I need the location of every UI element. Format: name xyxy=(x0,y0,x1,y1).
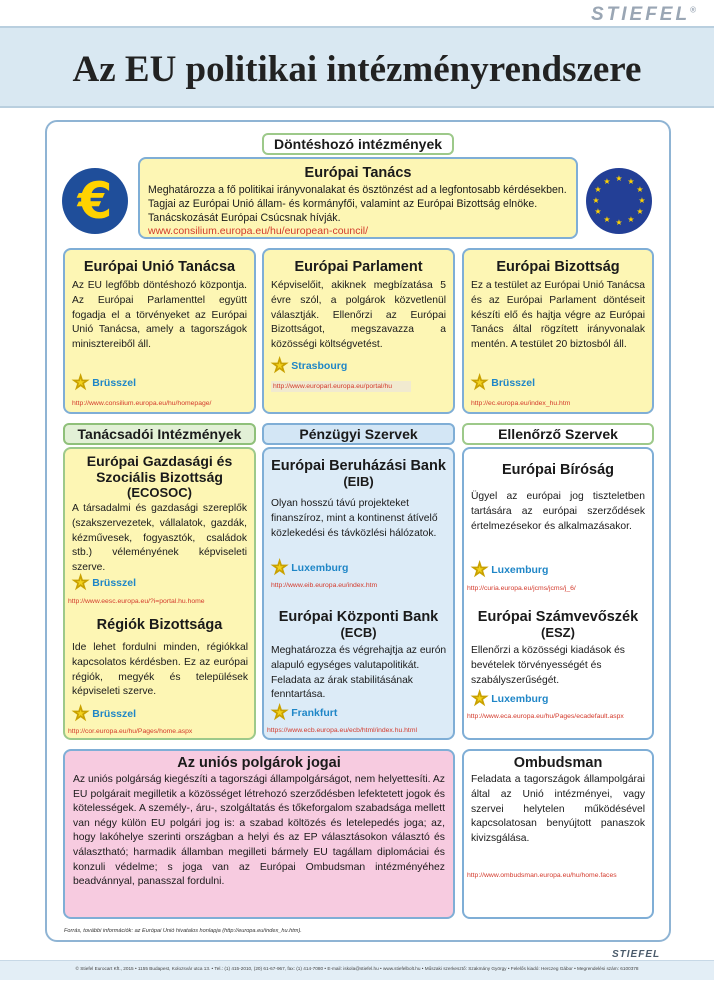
star-icon: ★ xyxy=(73,373,89,392)
eu-flag-icon: ★ ★ ★ ★ ★ ★ ★ ★ ★ ★ ★ ★ xyxy=(586,168,652,234)
council-box xyxy=(63,248,256,414)
financial-box xyxy=(262,447,455,740)
parliament-link[interactable]: http://www.europarl.europa.eu/portal/hu xyxy=(271,381,411,392)
ecb-subtitle: (ECB) xyxy=(340,625,377,640)
star-icon: ★ xyxy=(472,373,488,392)
commission-title: Európai Bizottság xyxy=(496,259,620,275)
parliament-city: ★ Strasbourg xyxy=(272,356,348,375)
ecosoc-subtitle: (ECOSOC) xyxy=(127,485,192,500)
eib-subtitle: (EIB) xyxy=(343,474,374,489)
ecb-city: ★ Frankfurt xyxy=(272,703,338,722)
court-text: Ügyel az európai jog tiszteletben tartására az európai szerződések értelmezésekor és alkalmazásakor. xyxy=(471,491,645,532)
star-icon: ★ xyxy=(472,689,488,708)
brand-logo-bottom: STIEFEL xyxy=(612,949,661,960)
eib-text: Olyan hosszú távú projekteket finanszíroz, mint a kontinenst átívelő közlekedési és távközlési hálózatok. xyxy=(271,498,438,539)
regions-text: Ide lehet fordulni minden, régiókkal kapcsolatos kérdésben. Ez az európai régiók, megyék és települések képviseleti szerve. xyxy=(72,642,248,698)
regions-title: Régiók Bizottsága xyxy=(96,617,223,633)
commission-text: Ez a testület az Európai Unió Tanácsa és az Európai Parlament döntéseit készíti elő és hajtja végre az Európai Tanács által rögzített irányvonalak mentén. A testület 20 biztosból áll. xyxy=(471,280,645,351)
commission-box xyxy=(462,248,654,414)
control-box xyxy=(462,447,654,740)
ecosoc-city: ★ Brüsszel xyxy=(73,573,137,592)
brand-logo-top: STIEFEL® xyxy=(590,4,696,25)
ecb-link[interactable]: https://www.ecb.europa.eu/ecb/html/index.hu.html xyxy=(267,727,417,734)
ecosoc-title: Európai Gazdasági és Szociális Bizottság xyxy=(86,453,233,485)
ombudsman-box xyxy=(462,749,654,919)
section-label-control: Ellenőrző Szervek xyxy=(462,423,654,445)
star-icon: ★ xyxy=(472,560,488,579)
ombudsman-text: Feladata a tagországok állampolgárai által az Unió intézményei, vagy szervei helytelen működésével kapcsolatosan benyújtott panaszok kivizsgálása. xyxy=(471,774,645,845)
star-icon: ★ xyxy=(73,704,89,723)
ombudsman-link[interactable]: http://www.ombudsman.europa.eu/hu/home.faces xyxy=(467,872,617,879)
section-label-financial: Pénzügyi Szervek xyxy=(262,423,455,445)
star-icon: ★ xyxy=(73,573,89,592)
section-label-advisory: Tanácsadói Intézmények xyxy=(63,423,256,445)
eib-title: Európai Beruházási Bank xyxy=(271,458,446,474)
euro-sign-icon: € xyxy=(62,168,128,234)
auditors-text: Ellenőrzi a közösségi kiadások és bevételek törvényességét és szabályszerűségét. xyxy=(471,645,625,686)
parliament-text: Képviselőit, akiknek megbízatása 5 évre szól, a polgárok közvetlenül választják. Ellenőrzi az Európai Bizottságot, megszavazza a közösségi költségvetést. xyxy=(271,280,446,351)
commission-city: ★ Brüsszel xyxy=(472,373,536,392)
european-council-text: Meghatározza a fő politikai irányvonalakat és ösztönzést ad a legfontosabb kérdésekben. Tagjai az Európai Unió állam- és kormányfői, valamint az Európai Bizottság elnöke. Tanácskozását Európai Csúcsnak hívják. xyxy=(148,184,567,224)
commission-link[interactable]: http://ec.europa.eu/index_hu.htm xyxy=(471,400,571,407)
imprint-text: © Stiefel Eurocart Kft., 2015 • 1155 Budapest, Kolozsvár utca 13. • Tel.: (1) 415-2010, (20) 61-67-967, fax: (1) 414-7080 • E-mail: iskola@stiefel.hu • www.stiefelbolt.hu • Műszaki szerkesztő: Szakmány György • Felelős kiadó: Herczeg Gábor • Megrendelési szám: 6100378 xyxy=(75,966,639,971)
star-icon: ★ xyxy=(272,703,288,722)
star-icon: ★ xyxy=(272,356,288,375)
ecb-title: Európai Központi Bank xyxy=(278,609,439,625)
ombudsman-title: Ombudsman xyxy=(513,755,603,771)
council-link[interactable]: http://www.consilium.europa.eu/hu/homepage/ xyxy=(72,400,212,407)
advisory-box xyxy=(63,447,256,740)
citizens-rights-box xyxy=(63,749,455,919)
auditors-subtitle: (ESZ) xyxy=(541,625,575,640)
european-council-title: Európai Tanács xyxy=(304,165,412,181)
source-note: Forrás, további információk: az Európai Unió hivatalos honlapja (http://europa.eu/index_hu.htm). xyxy=(64,928,302,934)
eib-city: ★ Luxemburg xyxy=(272,558,349,577)
ecosoc-link[interactable]: http://www.eesc.europa.eu/?i=portal.hu.home xyxy=(68,598,205,605)
court-title: Európai Bíróság xyxy=(502,462,614,478)
title-band xyxy=(0,26,714,108)
section-label-decision: Döntéshozó intézmények xyxy=(262,133,454,155)
star-icon: ★ xyxy=(272,558,288,577)
court-link[interactable]: http://curia.europa.eu/jcms/jcms/j_6/ xyxy=(467,585,576,592)
eib-link[interactable]: http://www.eib.europa.eu/index.htm xyxy=(271,582,378,589)
auditors-link[interactable]: http://www.eca.europa.eu/hu/Pages/ecadefault.aspx xyxy=(467,713,624,720)
top-bar xyxy=(0,0,714,26)
auditors-title: Európai Számvevőszék xyxy=(477,609,639,625)
parliament-box xyxy=(262,248,455,414)
regions-city: ★ Brüsszel xyxy=(73,704,137,723)
european-council-link[interactable]: www.consilium.europa.eu/hu/european-council/ xyxy=(148,225,369,237)
ecosoc-text: A társadalmi és gazdasági szereplők (szakszervezetek, vállalatok, gazdák, kézművesek, fogyasztók, családok stb.) véleményének képviseleti szerve. xyxy=(72,503,247,574)
auditors-city: ★ Luxemburg xyxy=(472,689,549,708)
court-city: ★ Luxemburg xyxy=(472,560,549,579)
citizens-rights-text: Az uniós polgárság kiegészíti a tagországi állampolgárságot, nem helyettesíti. Az EU polgárait megilletik a közösséget létrehozó szerződésben lefektetett jogok és kötelességek. A személy-, áru-, szolgáltatás és tőkeforgalom szabadsága mellett van négy külön EU polgári jog is: a szabad költözés és letelepedés joga; az, hogy lakóhelye szerinti országban a helyi és az EP választásokon választó és választható; harmadik államban megilleti bármely EU tagállam diplomáciai és konzuli védelme; s joga van az Európai Ombudsman intézményéhez beadvánnyal, panasszal fordulni. xyxy=(73,774,445,888)
council-text: Az EU legfőbb döntéshozó központja. Az Európai Parlamenttel együtt fogadja el a törvényeket az Európai Unió Tanácsa, amely a tagországok minisztereiből áll. xyxy=(72,280,247,351)
ecb-text: Meghatározza és végrehajtja az eurón alapuló egységes valutapolitikát. Feladata az árak stabilitásának fenntartása. xyxy=(271,645,447,701)
regions-link[interactable]: http://cor.europa.eu/hu/Pages/home.aspx xyxy=(68,728,193,735)
european-council-box xyxy=(138,157,578,239)
council-city: ★ Brüsszel xyxy=(73,373,137,392)
citizens-rights-title: Az uniós polgárok jogai xyxy=(177,755,341,771)
page-title: Az EU politikai intézményrendszere xyxy=(72,49,642,90)
council-title: Európai Unió Tanácsa xyxy=(83,259,236,275)
parliament-title: Európai Parlament xyxy=(294,259,423,275)
